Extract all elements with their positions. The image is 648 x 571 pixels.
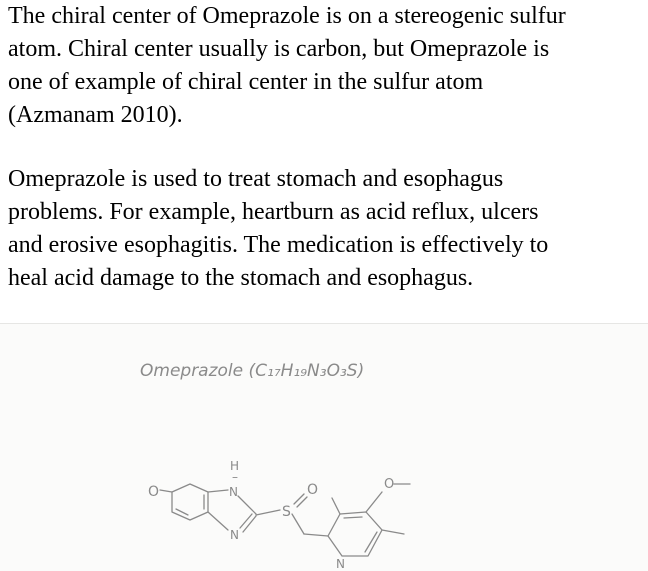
bond	[344, 517, 362, 518]
atom-label-h: H	[230, 459, 240, 473]
benzene-ring	[172, 484, 208, 520]
paragraph-line: The chiral center of Omeprazole is on a stereogenic sulfur	[8, 3, 566, 29]
bond	[238, 496, 256, 514]
bond	[208, 512, 228, 530]
paragraph-line: (Azmanam 2010).	[8, 102, 183, 128]
bond	[256, 510, 280, 515]
bond	[297, 497, 307, 507]
paragraph-line: problems. For example, heartburn as acid reflux, ulcers	[8, 199, 539, 225]
paragraph-line: atom. Chiral center usually is carbon, but Omeprazole is	[8, 36, 550, 62]
paragraph-uses	[8, 163, 640, 295]
bond	[292, 514, 304, 534]
paragraph-line: one of example of chiral center in the sulfur atom	[8, 69, 484, 95]
bond	[382, 530, 404, 534]
atom-label-o: O	[384, 477, 395, 492]
bond	[160, 490, 172, 492]
bond	[366, 492, 382, 512]
paragraph-line: Omeprazole is used to treat stomach and esophagus	[8, 166, 504, 192]
paragraph-line: and erosive esophagitis. The medication is effectively to	[8, 232, 549, 258]
paragraph-chiral-center	[8, 0, 640, 132]
atom-label-s: S	[282, 504, 291, 520]
bond	[294, 494, 304, 504]
atom-label-bond-dash: –	[232, 470, 238, 484]
drawing-caption: Omeprazole (C₁₇H₁₉N₃O₃S)	[140, 361, 365, 381]
bond	[332, 498, 340, 514]
paragraph-line: heal acid damage to the stomach and esophagus.	[8, 265, 474, 291]
bond	[243, 516, 256, 532]
bond	[240, 514, 252, 528]
molecule-bonds	[160, 484, 410, 556]
omeprazole-structure-svg	[0, 324, 648, 571]
structure-drawing	[0, 323, 648, 571]
atom-label-o: O	[307, 482, 319, 498]
pyridine-ring	[328, 512, 382, 556]
bond	[208, 490, 228, 492]
bond	[304, 534, 328, 536]
atom-label-o: O	[148, 484, 160, 500]
atom-label-n: N	[229, 485, 238, 499]
atom-label-n: N	[230, 528, 239, 542]
atom-label-n: N	[336, 557, 345, 571]
